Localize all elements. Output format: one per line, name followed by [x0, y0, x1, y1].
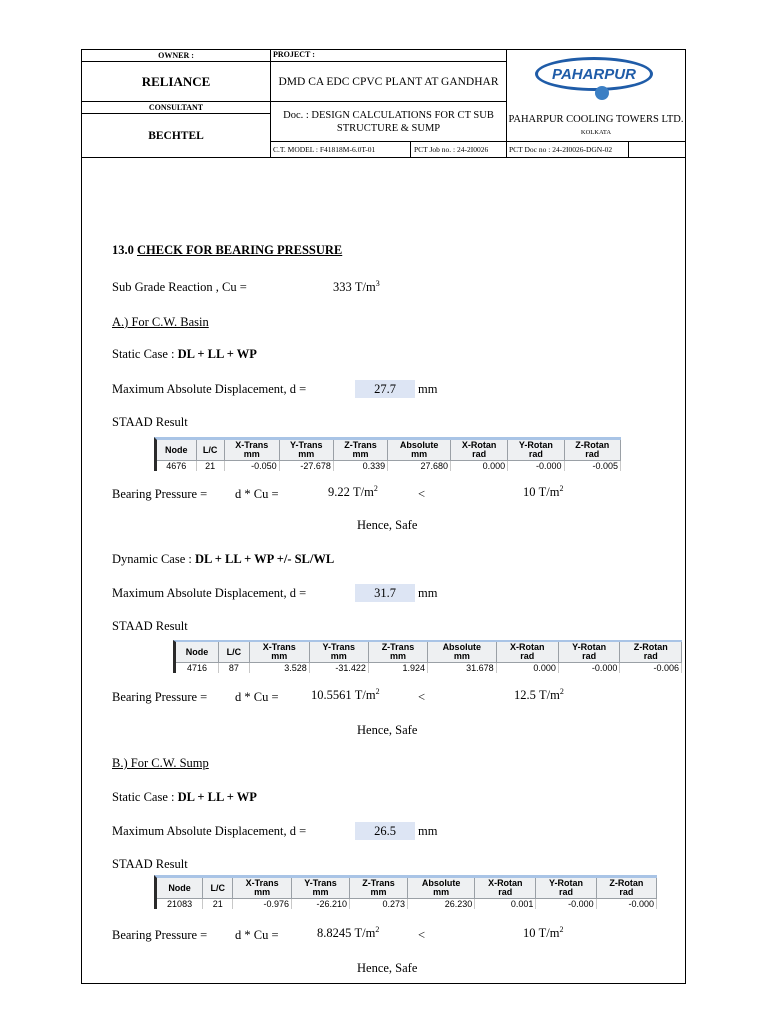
paharpur-logo: PAHARPUR	[535, 57, 653, 91]
table-cell: -0.006	[620, 663, 682, 674]
company-city: KOLKATA	[580, 129, 612, 136]
table-cell: -0.005	[564, 461, 620, 472]
table-cell: -0.000	[596, 899, 656, 910]
formula-label: d * Cu =	[235, 690, 279, 704]
pct-job: PCT Job no. : 24-2I0026	[411, 142, 507, 158]
table-header-cell: Z-Trans mm	[368, 642, 427, 663]
staad-table-sump-static	[154, 875, 657, 909]
basin-static-disp: 27.7	[355, 380, 415, 398]
table-header-row	[157, 878, 657, 899]
table-header-cell: Node	[157, 878, 203, 899]
sump-static-limit: 10 $T/m^2$	[523, 924, 564, 940]
table-cell: 0.001	[475, 899, 536, 910]
safe-result: Hence, Safe	[357, 518, 418, 532]
mm-unit: mm	[418, 824, 438, 838]
max-disp-label: Maximum Absolute Displacement, d =	[112, 382, 307, 396]
sump-static-disp: 26.5	[355, 822, 415, 840]
max-disp-label: Maximum Absolute Displacement, d =	[112, 824, 307, 838]
table-cell: -26.210	[292, 899, 350, 910]
staad-label: STAAD Result	[112, 857, 188, 871]
project-label: PROJECT :	[271, 50, 507, 62]
project-name: DMD CA EDC CPVC PLANT AT GANDHAR	[271, 62, 507, 102]
table-cell: 21	[196, 461, 224, 472]
staad-label: STAAD Result	[112, 619, 188, 633]
mm-unit: mm	[418, 382, 438, 396]
section-heading	[112, 243, 342, 258]
basin-dynamic-pressure: 10.5561 $T/m^2$	[311, 686, 380, 702]
table-cell: 3.528	[249, 663, 309, 674]
bearing-label: Bearing Pressure =	[112, 690, 208, 704]
less-than: <	[418, 928, 426, 942]
table-header-cell: L/C	[219, 642, 250, 663]
owner-name: RELIANCE	[82, 62, 271, 102]
sump-static-case: Static Case : DL + LL + WP	[112, 790, 257, 804]
table-header-cell: Z-Trans mm	[350, 878, 408, 899]
table-cell: 4676	[157, 461, 196, 472]
table-cell: -31.422	[309, 663, 368, 674]
max-disp-label: Maximum Absolute Displacement, d =	[112, 586, 307, 600]
table-header-cell: L/C	[196, 440, 224, 461]
subgrade-value: 333 $T/m^3$	[333, 278, 380, 294]
staad-table-basin-static	[154, 437, 621, 471]
table-header-cell: X-Trans mm	[249, 642, 309, 663]
basin-dynamic-limit: 12.5 $T/m^2$	[514, 686, 564, 702]
ct-model: C.T. MODEL : F41818M-6.0T-01	[271, 142, 411, 158]
title-block	[82, 50, 685, 158]
company-name: PAHARPUR COOLING TOWERS LTD.	[508, 114, 684, 125]
company-block	[507, 50, 685, 142]
table-cell: -27.678	[279, 461, 333, 472]
table-row	[157, 461, 621, 472]
consultant-label: CONSULTANT	[82, 102, 271, 114]
table-header-cell: X-Trans mm	[233, 878, 292, 899]
formula-label: d * Cu =	[235, 928, 279, 942]
pct-doc: PCT Doc no : 24-2I0026-DGN-02	[507, 142, 629, 158]
blank-cell	[629, 142, 685, 158]
table-header-cell: Absolute mm	[408, 878, 475, 899]
table-row	[157, 899, 657, 910]
subgrade-label: Sub Grade Reaction , Cu =	[112, 280, 247, 294]
basin-dynamic-case: Dynamic Case : DL + LL + WP +/- SL/WL	[112, 552, 335, 566]
table-cell: -0.000	[558, 663, 620, 674]
table-cell: 21	[203, 899, 233, 910]
table-header-cell: X-Rotan rad	[496, 642, 558, 663]
table-cell: 0.339	[333, 461, 387, 472]
less-than: <	[418, 487, 426, 501]
table-cell: 87	[219, 663, 250, 674]
table-cell: 0.000	[496, 663, 558, 674]
table-header-cell: Y-Trans mm	[292, 878, 350, 899]
table-cell: 31.678	[428, 663, 497, 674]
section-title: CHECK FOR BEARING PRESSURE	[137, 243, 343, 257]
bearing-label: Bearing Pressure =	[112, 928, 208, 942]
table-cell: -0.050	[224, 461, 279, 472]
table-cell: 1.924	[368, 663, 427, 674]
globe-icon	[595, 86, 609, 100]
basin-static-limit: 10 $T/m^2$	[523, 483, 564, 499]
table-cell: -0.976	[233, 899, 292, 910]
table-header-cell: Z-Rotan rad	[620, 642, 682, 663]
table-header-cell: Y-Rotan rad	[508, 440, 564, 461]
table-cell: 26.230	[408, 899, 475, 910]
table-header-cell: Absolute mm	[388, 440, 451, 461]
formula-label: d * Cu =	[235, 487, 279, 501]
consultant-name: BECHTEL	[82, 114, 271, 158]
section-number: 13.0	[112, 243, 134, 257]
table-header-cell: Z-Trans mm	[333, 440, 387, 461]
table-header-row	[176, 642, 682, 663]
table-header-cell: Y-Rotan rad	[536, 878, 596, 899]
table-header-cell: Z-Rotan rad	[564, 440, 620, 461]
table-cell: -0.000	[536, 899, 596, 910]
sump-title: B.) For C.W. Sump	[112, 756, 209, 770]
table-header-cell: Node	[176, 642, 219, 663]
table-row	[176, 663, 682, 674]
table-header-row	[157, 440, 621, 461]
owner-label: OWNER :	[82, 50, 271, 62]
table-cell: 27.680	[388, 461, 451, 472]
table-header-cell: Z-Rotan rad	[596, 878, 656, 899]
safe-result: Hence, Safe	[357, 723, 418, 737]
basin-title: A.) For C.W. Basin	[112, 315, 209, 329]
less-than: <	[418, 690, 426, 704]
staad-table-basin-dynamic	[173, 640, 682, 673]
sump-static-pressure: 8.8245 $T/m^2$	[317, 924, 380, 940]
table-cell: 0.273	[350, 899, 408, 910]
table-cell: 0.000	[451, 461, 508, 472]
basin-dynamic-disp: 31.7	[355, 584, 415, 602]
table-header-cell: Y-Rotan rad	[558, 642, 620, 663]
table-header-cell: Y-Trans mm	[279, 440, 333, 461]
table-header-cell: L/C	[203, 878, 233, 899]
table-cell: 21083	[157, 899, 203, 910]
staad-label: STAAD Result	[112, 415, 188, 429]
table-header-cell: Absolute mm	[428, 642, 497, 663]
document-page	[81, 49, 686, 984]
table-header-cell: X-Rotan rad	[475, 878, 536, 899]
basin-static-case: Static Case : DL + LL + WP	[112, 347, 257, 361]
table-header-cell: X-Trans mm	[224, 440, 279, 461]
table-cell: -0.000	[508, 461, 564, 472]
table-header-cell: Y-Trans mm	[309, 642, 368, 663]
table-header-cell: X-Rotan rad	[451, 440, 508, 461]
bearing-label: Bearing Pressure =	[112, 487, 208, 501]
table-cell: 4716	[176, 663, 219, 674]
table-header-cell: Node	[157, 440, 196, 461]
doc-title: Doc. : DESIGN CALCULATIONS FOR CT SUB STRUCTURE & SUMP	[271, 102, 507, 142]
mm-unit: mm	[418, 586, 438, 600]
safe-result: Hence, Safe	[357, 961, 418, 975]
basin-static-pressure: 9.22 $T/m^2$	[328, 483, 378, 499]
